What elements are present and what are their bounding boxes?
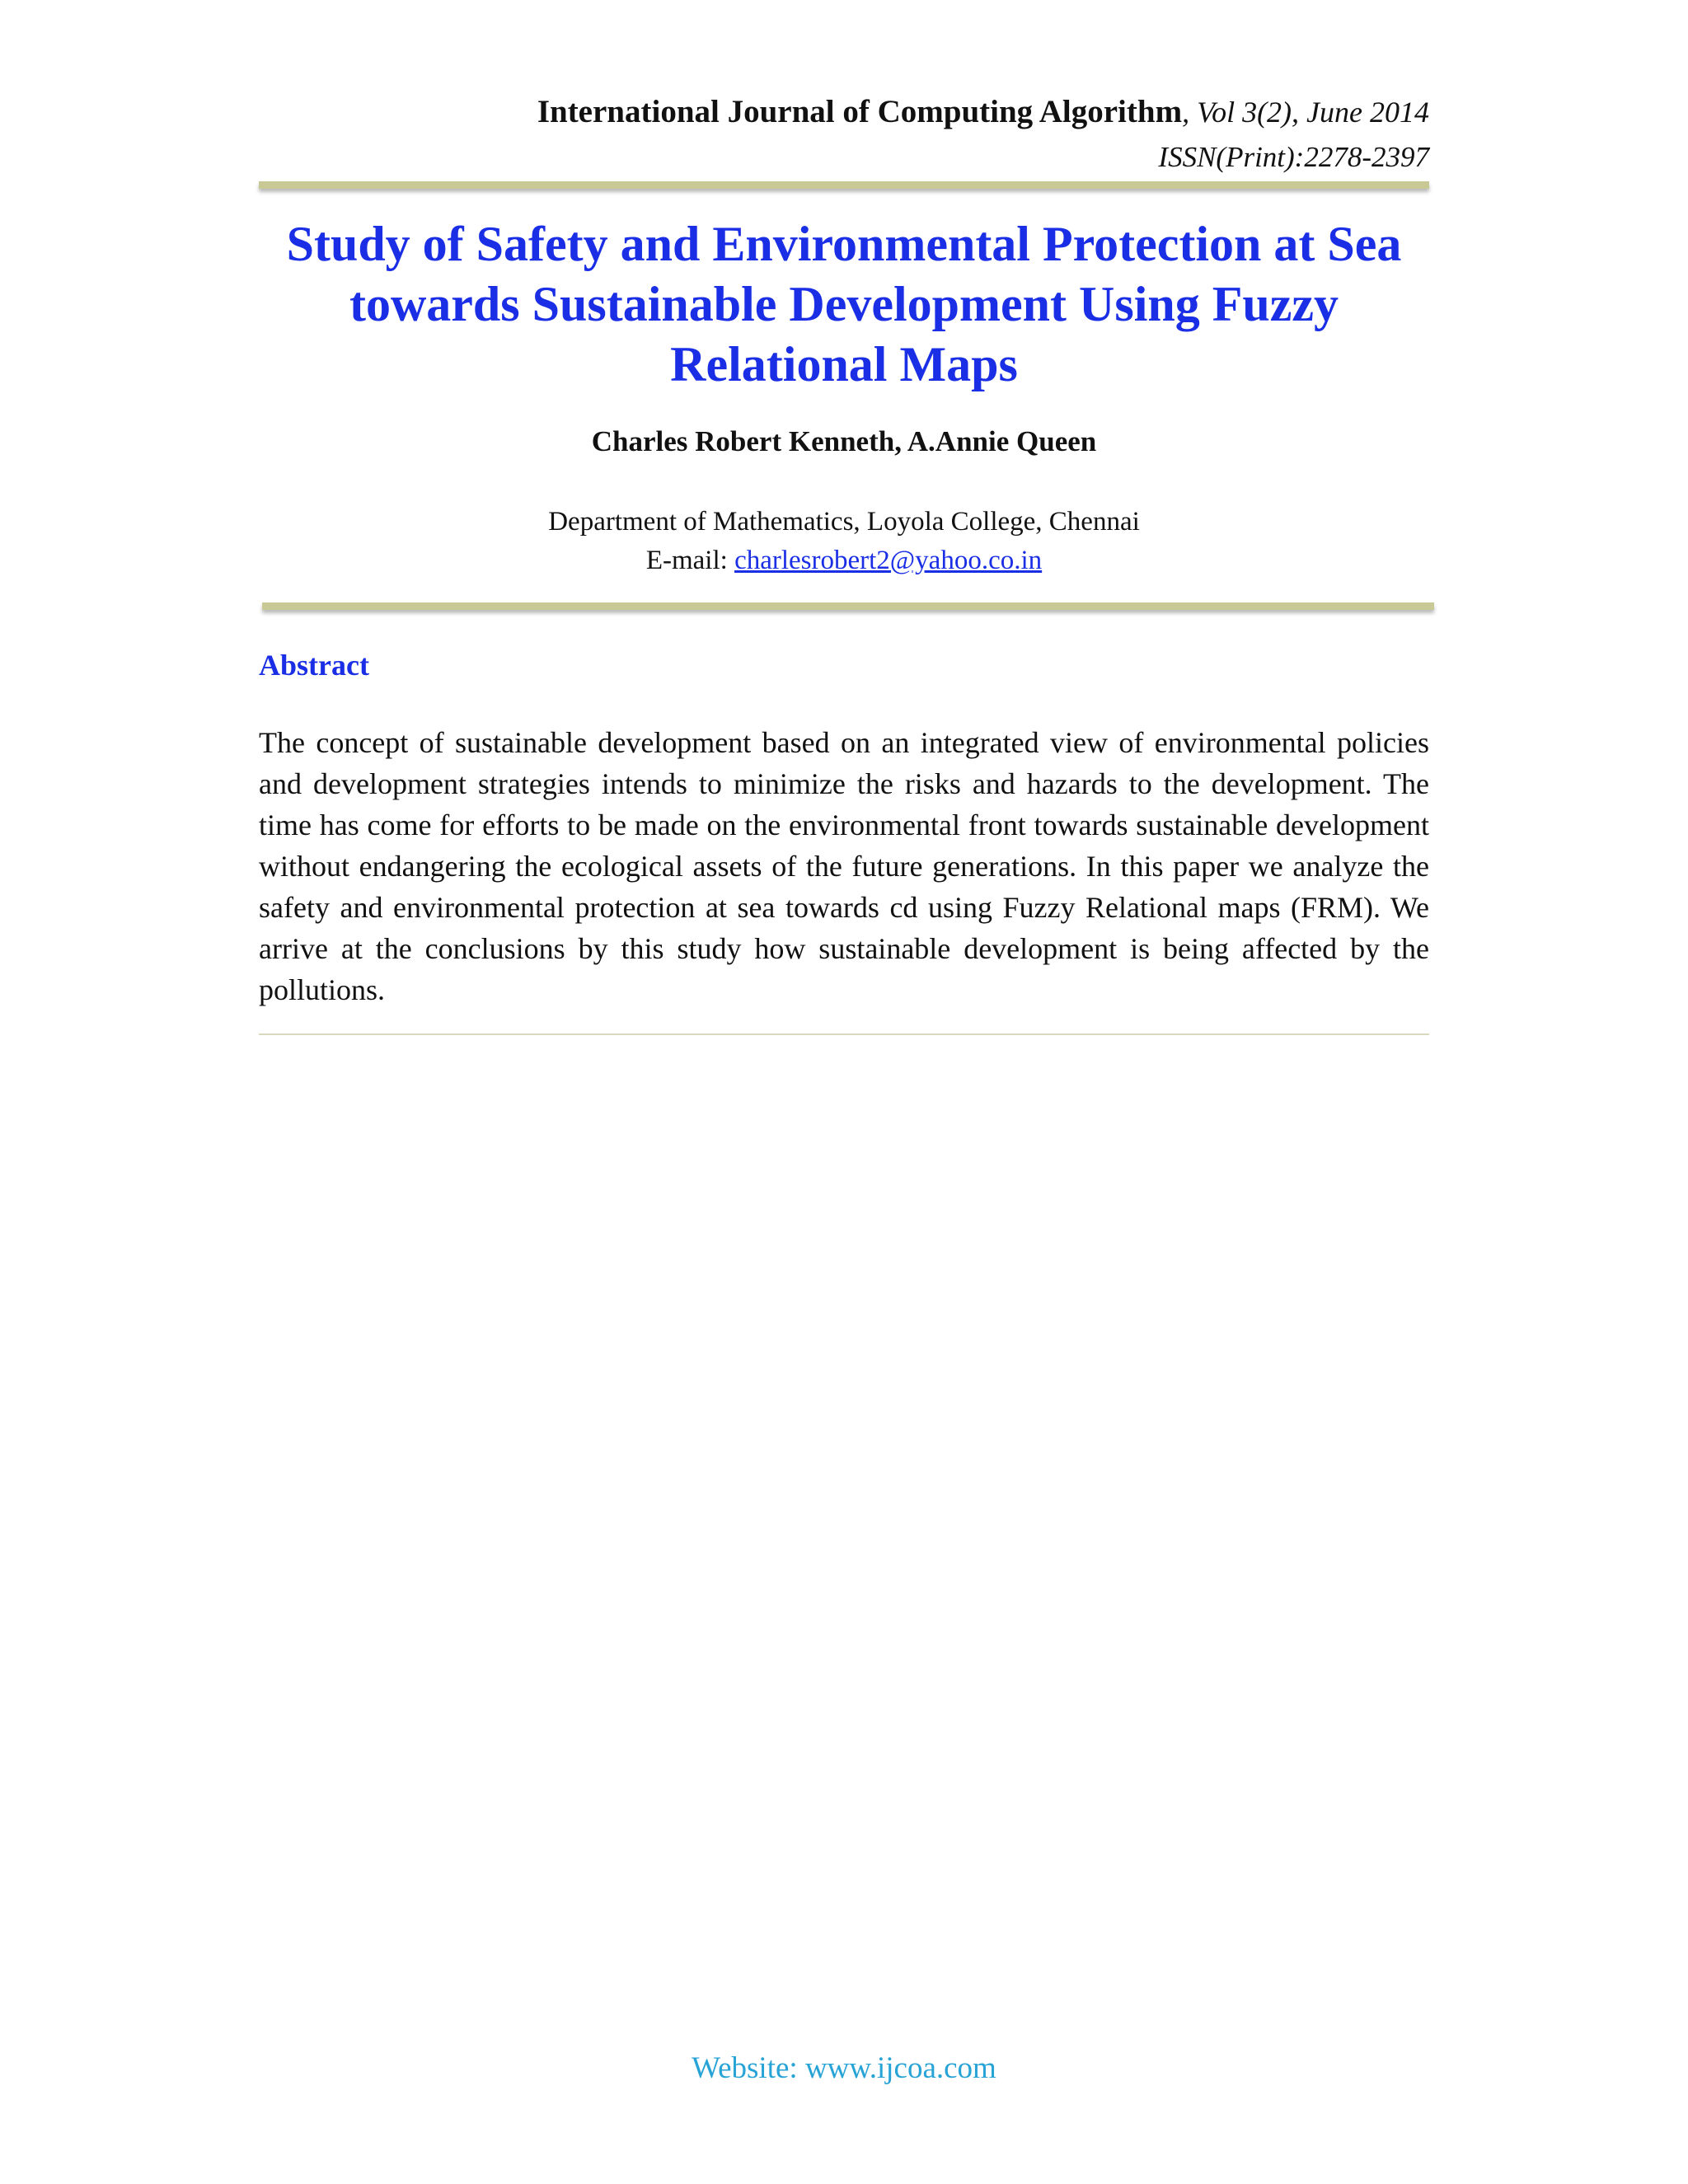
journal-header — [259, 92, 1429, 176]
email-line — [259, 541, 1429, 580]
abstract-divider — [262, 602, 1434, 610]
journal-issn: ISSN(Print):2278-2397 — [1158, 140, 1429, 173]
journal-volume: , Vol 3(2), June 2014 — [1182, 96, 1429, 129]
paper-title: Study of Safety and Environmental Protection at Sea towards Sustainable Development Using Fuzzy Relational Maps — [286, 217, 1402, 391]
abstract-end-rule — [259, 1033, 1429, 1035]
journal-line — [259, 92, 1429, 133]
email-link[interactable]: charlesrobert2@yahoo.co.in — [734, 546, 1043, 575]
header-divider — [259, 181, 1429, 189]
email-label: E-mail: — [645, 546, 735, 575]
affiliation: Department of Mathematics, Loyola College, Chennai — [548, 507, 1140, 537]
paper-authors: Charles Robert Kenneth, A.Annie Queen — [591, 425, 1097, 457]
journal-name: International Journal of Computing Algorithm — [537, 94, 1183, 129]
abstract-body: The concept of sustainable development based on an integrated view of environmental policies and development strategies intends to minimize the risks and hazards to the development. The time has come for efforts to be made on the environmental front towards sustainable development without endangering the ecological assets of the future generations. In this paper we analyze the safety and environmental protection at sea towards cd using Fuzzy Relational maps (FRM). We arrive at the conclusions by this study how sustainable development is being affected by the pollutions. — [259, 726, 1429, 1006]
author-affiliation-block — [259, 503, 1429, 580]
footer-website: Website: www.ijcoa.com — [692, 2051, 996, 2085]
abstract-heading: Abstract — [259, 649, 369, 682]
